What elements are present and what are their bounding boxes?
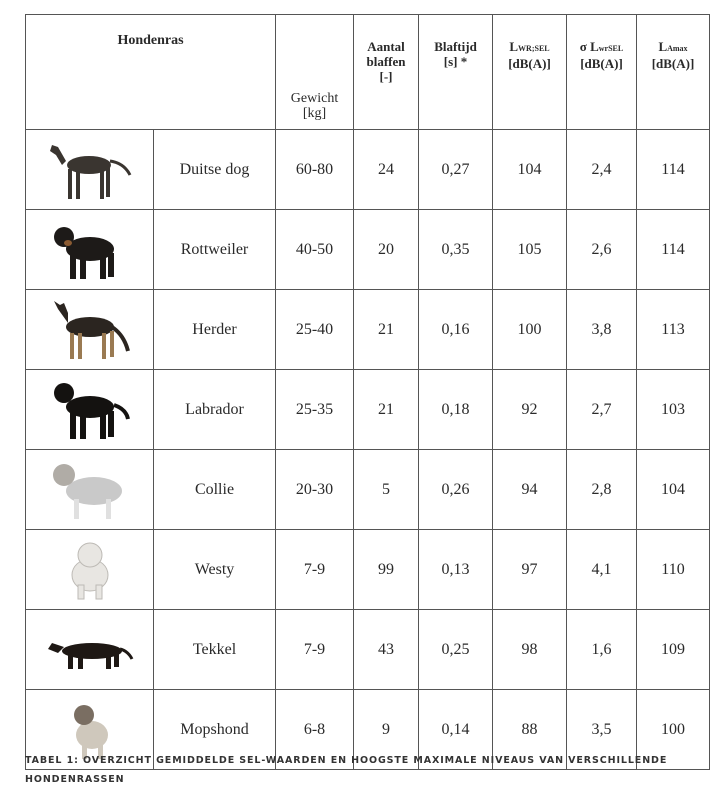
header-barks-text: Aantal blaffen [-]	[366, 39, 406, 84]
barks-cell: 9	[354, 690, 419, 770]
table-row	[26, 450, 710, 530]
table-body	[26, 130, 710, 770]
lwr-sel-cell: 100	[493, 290, 567, 370]
barks-cell: 99	[354, 530, 419, 610]
sigma-cell: 2,4	[567, 130, 637, 210]
weight-cell: 40-50	[276, 210, 354, 290]
weight-cell: 7-9	[276, 610, 354, 690]
lamax-cell: 114	[637, 210, 710, 290]
table-caption: TABEL 1: OVERZICHT GEMIDDELDE SEL-WAARDEN EN HOOGSTE MAXIMALE NIVEAUS VAN VERSCHILLENDE HONDENRASSEN	[25, 755, 668, 785]
lamax-cell: 100	[637, 690, 710, 770]
header-lmax-sub: Amax	[667, 44, 688, 53]
dog-image-cell	[26, 610, 154, 690]
sigma-cell: 3,5	[567, 690, 637, 770]
bark-time-cell: 0,25	[419, 610, 493, 690]
collie-icon	[26, 455, 153, 525]
lwr-sel-cell: 92	[493, 370, 567, 450]
dog-image-cell	[26, 450, 154, 530]
lamax-cell: 113	[637, 290, 710, 370]
header-lwr-sel	[493, 15, 567, 130]
bark-time-cell: 0,14	[419, 690, 493, 770]
lwr-sel-cell: 105	[493, 210, 567, 290]
weight-cell: 20-30	[276, 450, 354, 530]
lwr-sel-cell: 97	[493, 530, 567, 610]
header-barks	[354, 15, 419, 130]
header-breed: Hondenras	[26, 15, 276, 130]
dog-image-cell	[26, 530, 154, 610]
weight-cell: 60-80	[276, 130, 354, 210]
table-row	[26, 370, 710, 450]
sigma-cell: 2,8	[567, 450, 637, 530]
barks-cell: 24	[354, 130, 419, 210]
breed-cell: Mopshond	[154, 690, 276, 770]
dachshund-icon	[26, 615, 153, 685]
breed-cell: Tekkel	[154, 610, 276, 690]
table-row	[26, 530, 710, 610]
barks-cell: 21	[354, 370, 419, 450]
sigma-cell: 4,1	[567, 530, 637, 610]
table-row	[26, 290, 710, 370]
header-sigma-sub: wrSEL	[598, 44, 624, 53]
sigma-cell: 2,7	[567, 370, 637, 450]
bark-time-cell: 0,27	[419, 130, 493, 210]
header-lmax-unit: [dB(A)]	[651, 56, 695, 71]
dog-image-cell	[26, 210, 154, 290]
barks-cell: 20	[354, 210, 419, 290]
lamax-cell: 110	[637, 530, 710, 610]
lamax-cell: 103	[637, 370, 710, 450]
lwr-sel-cell: 88	[493, 690, 567, 770]
breed-cell: Labrador	[154, 370, 276, 450]
table-row	[26, 210, 710, 290]
great-dane-icon	[26, 135, 153, 205]
sigma-cell: 2,6	[567, 210, 637, 290]
dog-image-cell	[26, 130, 154, 210]
breed-cell: Westy	[154, 530, 276, 610]
lwr-sel-cell: 104	[493, 130, 567, 210]
header-sigma-sel	[567, 15, 637, 130]
breed-cell: Duitse dog	[154, 130, 276, 210]
header-bark-time	[419, 15, 493, 130]
header-sigma-unit: [dB(A)]	[580, 56, 623, 71]
barks-cell: 5	[354, 450, 419, 530]
barks-cell: 43	[354, 610, 419, 690]
breed-cell: Collie	[154, 450, 276, 530]
header-row	[26, 15, 710, 130]
dog-image-cell	[26, 370, 154, 450]
lwr-sel-cell: 94	[493, 450, 567, 530]
rottweiler-icon	[26, 215, 153, 285]
lwr-sel-cell: 98	[493, 610, 567, 690]
header-bark-time-text: Blaftijd [s] *	[434, 39, 477, 69]
westie-icon	[26, 535, 153, 605]
barks-cell: 21	[354, 290, 419, 370]
header-lwr-unit: [dB(A)]	[508, 56, 551, 71]
breed-cell: Herder	[154, 290, 276, 370]
header-sigma-main: σ L	[579, 39, 599, 54]
lamax-cell: 104	[637, 450, 710, 530]
dog-breed-table-container	[25, 14, 709, 770]
bark-time-cell: 0,18	[419, 370, 493, 450]
header-weight	[276, 15, 354, 130]
dog-image-cell	[26, 290, 154, 370]
bark-time-cell: 0,13	[419, 530, 493, 610]
header-lwr-main: L	[509, 39, 519, 54]
table-row	[26, 130, 710, 210]
bark-time-cell: 0,35	[419, 210, 493, 290]
sigma-cell: 3,8	[567, 290, 637, 370]
dog-breed-table	[25, 14, 710, 770]
bark-time-cell: 0,26	[419, 450, 493, 530]
lamax-cell: 109	[637, 610, 710, 690]
weight-cell: 25-40	[276, 290, 354, 370]
table-row	[26, 610, 710, 690]
header-lmax-main: L	[658, 39, 668, 54]
bark-time-cell: 0,16	[419, 290, 493, 370]
header-weight-text: Gewicht [kg]	[290, 91, 339, 121]
weight-cell: 25-35	[276, 370, 354, 450]
weight-cell: 6-8	[276, 690, 354, 770]
breed-cell: Rottweiler	[154, 210, 276, 290]
shepherd-icon	[26, 295, 153, 365]
weight-cell: 7-9	[276, 530, 354, 610]
lamax-cell: 114	[637, 130, 710, 210]
header-lwr-sub: WR;SEL	[518, 44, 550, 53]
header-lamax	[637, 15, 710, 130]
labrador-icon	[26, 375, 153, 445]
sigma-cell: 1,6	[567, 610, 637, 690]
